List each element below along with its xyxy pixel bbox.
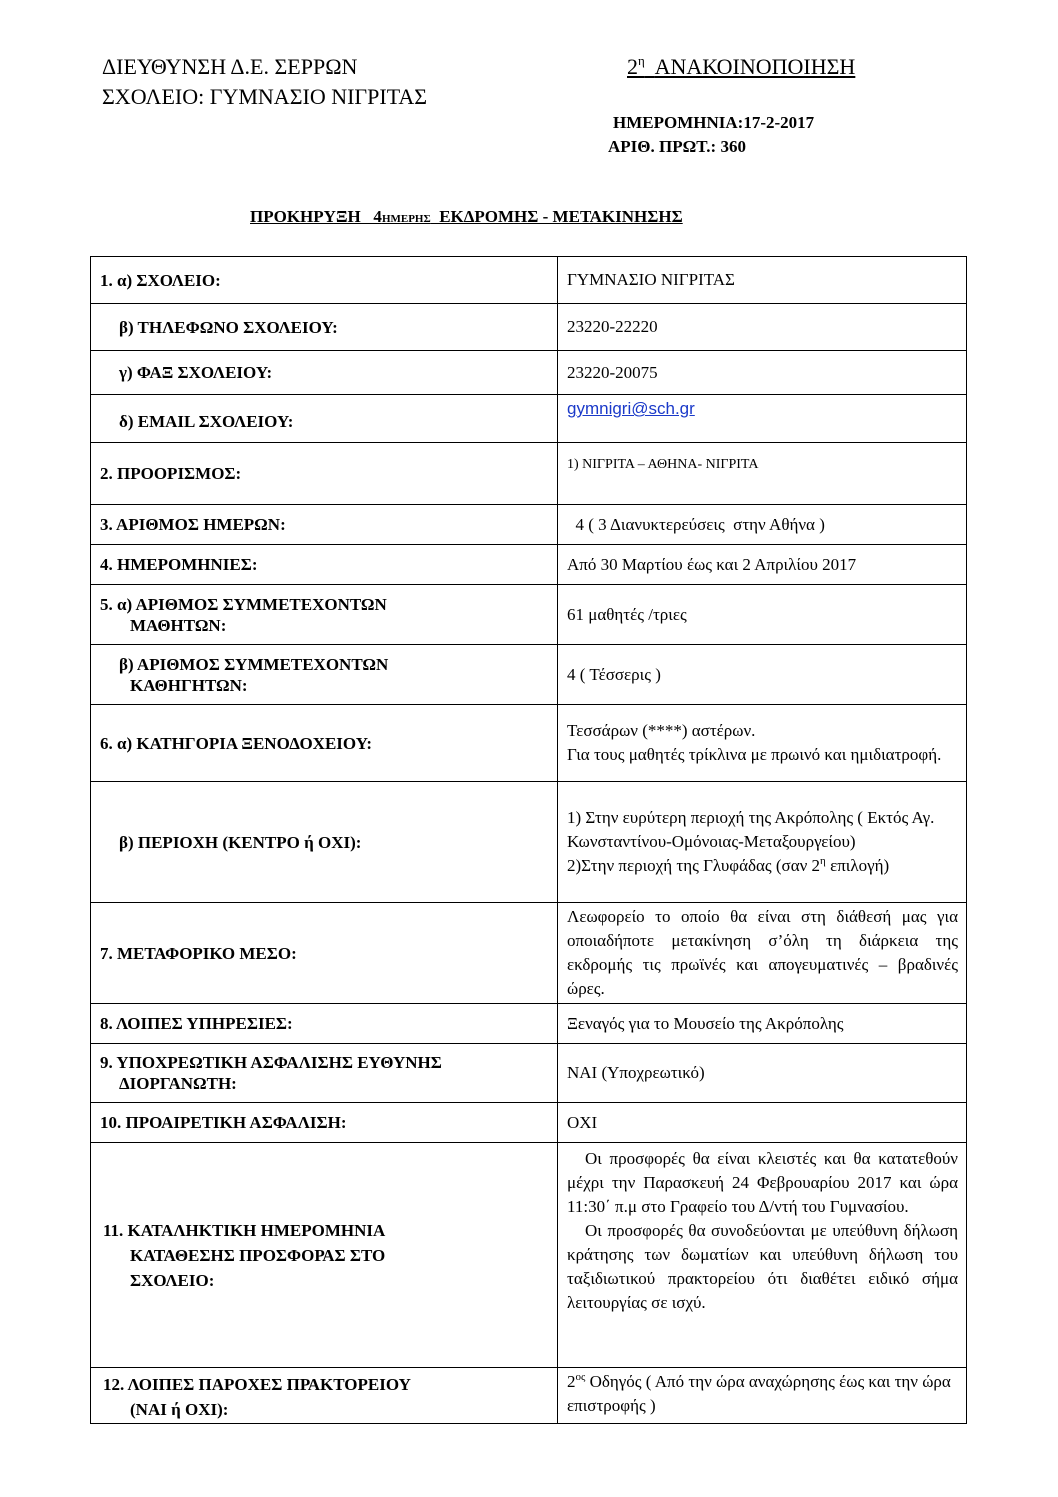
table-row bbox=[91, 782, 967, 903]
row-value-cont: Οι προσφορές θα συνοδεύονται με υπεύθυνη δήλωση κράτησης των δωματίων και υπεύθυνη δήλωση του ταξιδιωτικού πρακτορείου ότι διαθέτει ειδικό σήμα λειτουργίας σε ισχύ. bbox=[567, 1221, 958, 1312]
table-row bbox=[91, 903, 967, 1004]
row-value: 23220-20075 bbox=[558, 351, 967, 395]
table-row bbox=[91, 1044, 967, 1103]
row-value: 1) ΝΙΓΡΙΤΑ – ΑΘΗΝΑ- ΝΙΓΡΙΤΑ bbox=[558, 443, 967, 505]
row-value: Τεσσάρων (****) αστέρων. bbox=[567, 721, 756, 740]
row-label-cont: (ΝΑΙ ή ΟΧΙ): bbox=[130, 1400, 229, 1419]
row-value: Ξεναγός για το Μουσείο της Ακρόπολης bbox=[558, 1004, 967, 1044]
row-label: β) ΤΗΛΕΦΩΝΟ ΣΧΟΛΕΙΟΥ: bbox=[119, 317, 338, 337]
row-value: 23220-22220 bbox=[558, 304, 967, 351]
row-label: 10. ΠΡΟΑΙΡΕΤΙΚΗ ΑΣΦΑΛΙΣΗ: bbox=[91, 1103, 558, 1143]
row-value: Λεωφορείο το οποίο θα είναι στη διάθεσή μας για οποιαδήποτε μετακίνηση σ’όλη τη διάρκεια της εκδρομής τις πρωϊνές και απογευματινές – βραδινές ώρες. bbox=[558, 903, 967, 1004]
row-label: 6. α) ΚΑΤΗΓΟΡΙΑ ΞΕΝΟΔΟΧΕΙΟΥ: bbox=[91, 705, 558, 782]
school-name: ΣΧΟΛΕΙΟ: ΓΥΜΝΑΣΙΟ ΝΙΓΡΙΤΑΣ bbox=[102, 84, 428, 109]
row-label-cont: ΣΧΟΛΕΙΟ: bbox=[130, 1270, 215, 1290]
table-row bbox=[91, 395, 967, 443]
table-row bbox=[91, 1368, 967, 1424]
header-left bbox=[102, 52, 427, 112]
row-value-cont: Για τους μαθητές τρίκλινα με πρωινό και ημιδιατροφή. bbox=[567, 745, 942, 764]
trip-details-table bbox=[90, 256, 967, 1424]
table-row bbox=[91, 585, 967, 645]
notice-text: ΑΝΑΚΟΙΝΟΠΟΙΗΣΗ bbox=[654, 54, 856, 79]
row-label: 8. ΛΟΙΠΕΣ ΥΠΗΡΕΣΙΕΣ: bbox=[91, 1004, 558, 1044]
document-title bbox=[250, 207, 683, 227]
table-row bbox=[91, 645, 967, 705]
row-label-cont: ΚΑΘΗΓΗΤΩΝ: bbox=[130, 675, 248, 695]
row-label-cont: ΜΑΘΗΤΩΝ: bbox=[130, 615, 227, 635]
row-label-cont: ΚΑΤΑΘΕΣΗΣ ΠΡΟΣΦΟΡΑΣ ΣΤΟ bbox=[130, 1245, 386, 1265]
table-row bbox=[91, 705, 967, 782]
notice-number: 2 bbox=[627, 54, 638, 79]
table-row bbox=[91, 351, 967, 395]
row-label: 7. ΜΕΤΑΦΟΡΙΚΟ ΜΕΣΟ: bbox=[91, 903, 558, 1004]
directorate-name: ΔΙΕΥΘΥΝΣΗ Δ.Ε. ΣΕΡΡΩΝ bbox=[102, 54, 358, 79]
notice-number-suffix: η bbox=[638, 53, 645, 68]
row-value: ΟΧΙ bbox=[558, 1103, 967, 1143]
table-row bbox=[91, 1103, 967, 1143]
row-label: δ) EMAIL ΣΧΟΛΕΙΟΥ: bbox=[119, 412, 294, 431]
row-value: Από 30 Μαρτίου έως και 2 Απριλίου 2017 bbox=[558, 545, 967, 585]
protocol-number: ΑΡΙΘ. ΠΡΩΤ.: 360 bbox=[608, 137, 746, 156]
row-label: β) ΠΕΡΙΟΧΗ (ΚΕΝΤΡΟ ή ΟΧΙ): bbox=[119, 832, 362, 852]
row-value: ΝΑΙ (Υποχρεωτικό) bbox=[558, 1044, 967, 1103]
row-value: 61 μαθητές /τριες bbox=[558, 585, 967, 645]
row-value: 4 ( Τέσσερις ) bbox=[558, 645, 967, 705]
title-part-2: ΗΜΕΡΗΣ bbox=[381, 213, 431, 225]
row-value: ΓΥΜΝΑΣΙΟ ΝΙΓΡΙΤΑΣ bbox=[558, 257, 967, 304]
row-label: 3. ΑΡΙΘΜΟΣ ΗΜΕΡΩΝ: bbox=[91, 505, 558, 545]
table-row bbox=[91, 1004, 967, 1044]
table-row bbox=[91, 1143, 967, 1368]
row-label: 9. ΥΠΟΧΡΕΩΤΙΚΗ ΑΣΦΑΛΙΣΗΣ ΕΥΘΥΝΗΣ bbox=[100, 1053, 442, 1072]
title-part-1: ΠΡΟΚΗΡΥΞΗ 4 bbox=[250, 207, 382, 226]
row-value: 4 ( 3 Διανυκτερεύσεις στην Αθήνα ) bbox=[558, 505, 967, 545]
email-link[interactable]: gymnigri@sch.gr bbox=[567, 399, 695, 418]
row-label-cont: ΔΙΟΡΓΑΝΩΤΗ: bbox=[119, 1074, 237, 1093]
row-label: 1. α) ΣΧΟΛΕΙΟ: bbox=[91, 257, 558, 304]
table-row bbox=[91, 304, 967, 351]
row-label: β) ΑΡΙΘΜΟΣ ΣΥΜΜΕΤΕΧΟΝΤΩΝ bbox=[119, 654, 389, 674]
document-meta bbox=[608, 111, 814, 159]
row-label: 12. ΛΟΙΠΕΣ ΠΑΡΟΧΕΣ ΠΡΑΚΤΟΡΕΙΟΥ bbox=[103, 1375, 411, 1394]
row-value: Οι προσφορές θα είναι κλειστές και θα κατατεθούν μέχρι την Παρασκευή 24 Φεβρουαρίου 2017 και ώρα 11:30΄ π.μ στο Γραφείο του Δ/ντή του Γυμνασίου. bbox=[567, 1149, 958, 1216]
row-label: 5. α) ΑΡΙΘΜΟΣ ΣΥΜΜΕΤΕΧΟΝΤΩΝ bbox=[100, 594, 387, 614]
title-part-3: ΕΚΔΡΟΜΗΣ - ΜΕΤΑΚΙΝΗΣΗΣ bbox=[430, 207, 683, 226]
row-value: $2^{o\varsigma}$ Οδηγός ( Από την ώρα αναχώρησης έως και την ώρα επιστροφής ) bbox=[558, 1368, 967, 1424]
notice-heading bbox=[627, 52, 855, 82]
table-row bbox=[91, 257, 967, 304]
row-label: γ) ΦΑΞ ΣΧΟΛΕΙΟΥ: bbox=[119, 363, 273, 382]
document-date: ΗΜΕΡΟΜΗΝΙΑ:17-2-2017 bbox=[613, 113, 815, 132]
row-label: 11. ΚΑΤΑΛΗΚΤΙΚΗ ΗΜΕΡΟΜΗΝΙΑ bbox=[103, 1220, 386, 1240]
table-row bbox=[91, 545, 967, 585]
table-row bbox=[91, 505, 967, 545]
row-label: 2. ΠΡΟΟΡΙΣΜΟΣ: bbox=[91, 443, 558, 505]
row-value-cont: 2)Στην περιοχή της Γλυφάδας (σαν $2^\eta$ επιλογή) bbox=[567, 855, 890, 875]
table-row bbox=[91, 443, 967, 505]
row-value: 1) Στην ευρύτερη περιοχή της Ακρόπολης ( Εκτός Αγ. Κωνσταντίνου-Ομόνοιας-Μεταξουργείου) bbox=[567, 808, 935, 851]
row-label: 4. ΗΜΕΡΟΜΗΝΙΕΣ: bbox=[91, 545, 558, 585]
